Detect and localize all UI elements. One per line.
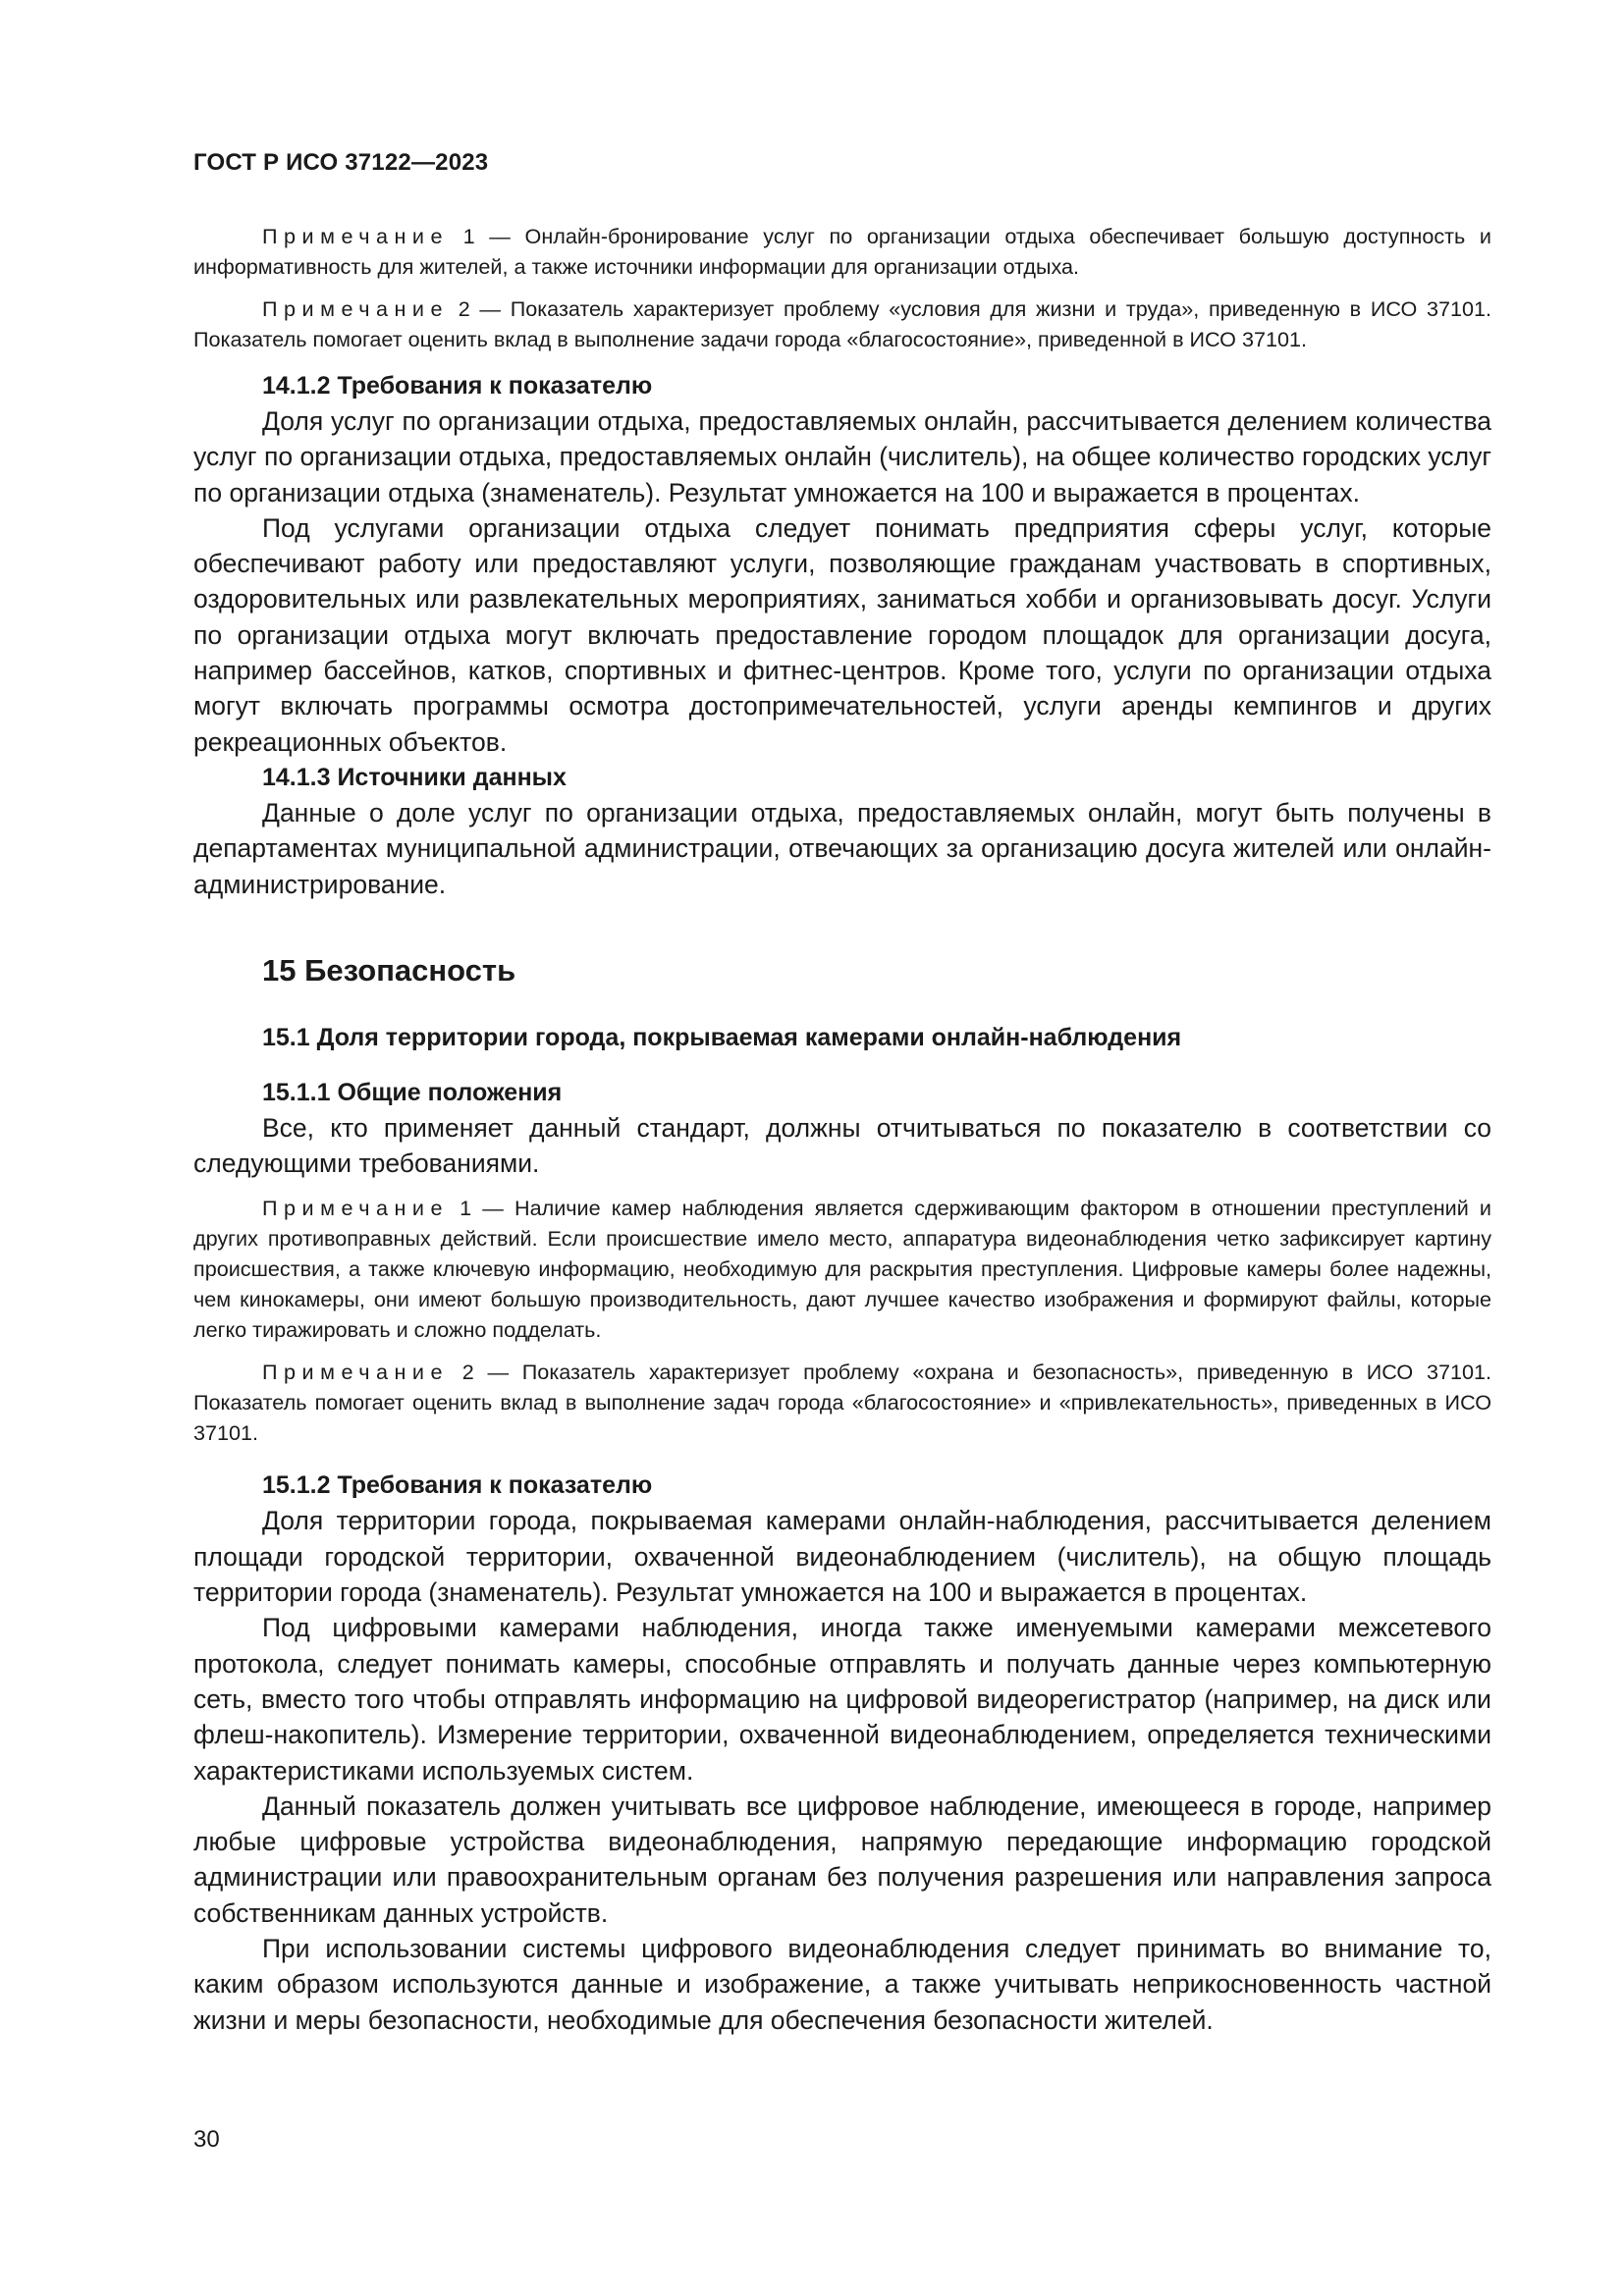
section-heading-15-1-2: 15.1.2 Требования к показателю [262,1471,653,1500]
paragraph: Под услугами организации отдыха следует понимать предприятия сферы услуг, которые обеспечивают работу или предоставляют услуги, позволяющие гражданам участвовать в спортивных, оздоровительных или развлекательных мероприятиях, заниматься хобби и организовывать досуг. Услуги по организации отдыха могут включать предоставление городом площадок для организации досуга, например бассейнов, катков, спортивных и фитнес-центров. Кроме того, услуги по организации отдыха могут включать программы осмотра достопримечательностей, услуги аренды кемпингов и других рекреационных объектов. [193,512,1491,757]
paragraph: Данный показатель должен учитывать все цифровое наблюдение, имеющееся в городе, например любые цифровые устройства видеонаблюдения, напрямую передающие информацию городской администрации или правоохранительным органам без получения разрешения или направления запроса собственникам данных устройств. [193,1790,1491,1928]
note-text: 1 — Онлайн-бронирование услуг по организации отдыха обеспечивает большую доступность и информативность для жителей, а также источники информации для организации отдыха. [193,224,1491,279]
note [193,1357,1491,1448]
section-heading-14-1-2: 14.1.2 Требования к показателю [262,372,653,400]
page-content [193,221,1491,2038]
standard-header: ГОСТ Р ИСО 37122—2023 [193,149,489,176]
note-label: Примечание [262,1196,449,1221]
paragraph: При использовании системы цифрового видеонаблюдения следует принимать во внимание то, каким образом используются данные и изображение, а также учитывать неприкосновенность частной жизни и меры безопасности, необходимые для обеспечения безопасности жителей. [193,1934,1491,2035]
paragraph: Доля территории города, покрываемая камерами онлайн-наблюдения, рассчитывается делением площади городской территории, охваченной видеонаблюдением (числитель), на общую площадь территории города (знаменатель). Результат умножается на 100 и выражается в процентах. [193,1506,1491,1608]
note-text: 1 — Наличие камер наблюдения является сдерживающим фактором в отношении преступлений и других противоправных действий. Если происшествие имело место, аппаратура видеонаблюдения четко зафиксирует картину происшествия, а также ключевую информацию, необходимую для раскрытия преступления. Цифровые камеры более надежны, чем кинокамеры, они имеют большую производительность, дают лучшее качество изображения и формируют файлы, которые легко тиражировать и сложно подделать. [193,1196,1491,1343]
section-heading-15-1-1: 15.1.1 Общие положения [262,1078,563,1106]
page-number: 30 [193,2126,220,2153]
section-heading-15-1: 15.1 Доля территории города, покрываемая камерами онлайн-наблюдения [262,1023,1182,1051]
note [193,294,1491,354]
paragraph: Доля услуг по организации отдыха, предоставляемых онлайн, рассчитывается делением количества услуг по организации отдыха, предоставляемых онлайн (числитель), на общее количество городских услуг по организации отдыха (знаменатель). Результат умножается на 100 и выражается в процентах. [193,406,1491,507]
section-heading-15: 15 Безопасность [262,952,516,988]
note [193,1193,1491,1345]
note-label: Примечание [262,296,449,321]
section-heading-14-1-3: 14.1.3 Источники данных [262,763,567,791]
note-label: Примечание [262,224,449,248]
note-text: 2 — Показатель характеризует проблему «охрана и безопасность», приведенную в ИСО 37101. Показатель помогает оценить вклад в выполнение задач города «благосостояние» и «привлекательность», приведенных в ИСО 37101. [193,1360,1491,1446]
note-label: Примечание [262,1360,449,1385]
note [193,221,1491,282]
paragraph: Под цифровыми камерами наблюдения, иногда также именуемыми камерами межсетевого протокола, следует понимать камеры, способные отправлять и получать данные через компьютерную сеть, вместо того чтобы отправлять информацию на цифровой видеорегистратор (например, на диск или флеш-накопитель). Измерение территории, охваченной видеонаблюдением, определяется техническими характеристиками используемых систем. [193,1613,1491,1786]
note-text: 2 — Показатель характеризует проблему «условия для жизни и труда», приведенную в ИСО 37101. Показатель помогает оценить вклад в выполнение задачи города «благосостояние», приведенной в ИСО 37101. [193,296,1492,351]
paragraph: Данные о доле услуг по организации отдыха, предоставляемых онлайн, могут быть получены в департаментах муниципальной администрации, отвечающих за организацию досуга жителей или онлайн-администрирование. [193,797,1491,899]
paragraph: Все, кто применяет данный стандарт, должны отчитываться по показателю в соответствии со следующими требованиями. [193,1112,1491,1179]
